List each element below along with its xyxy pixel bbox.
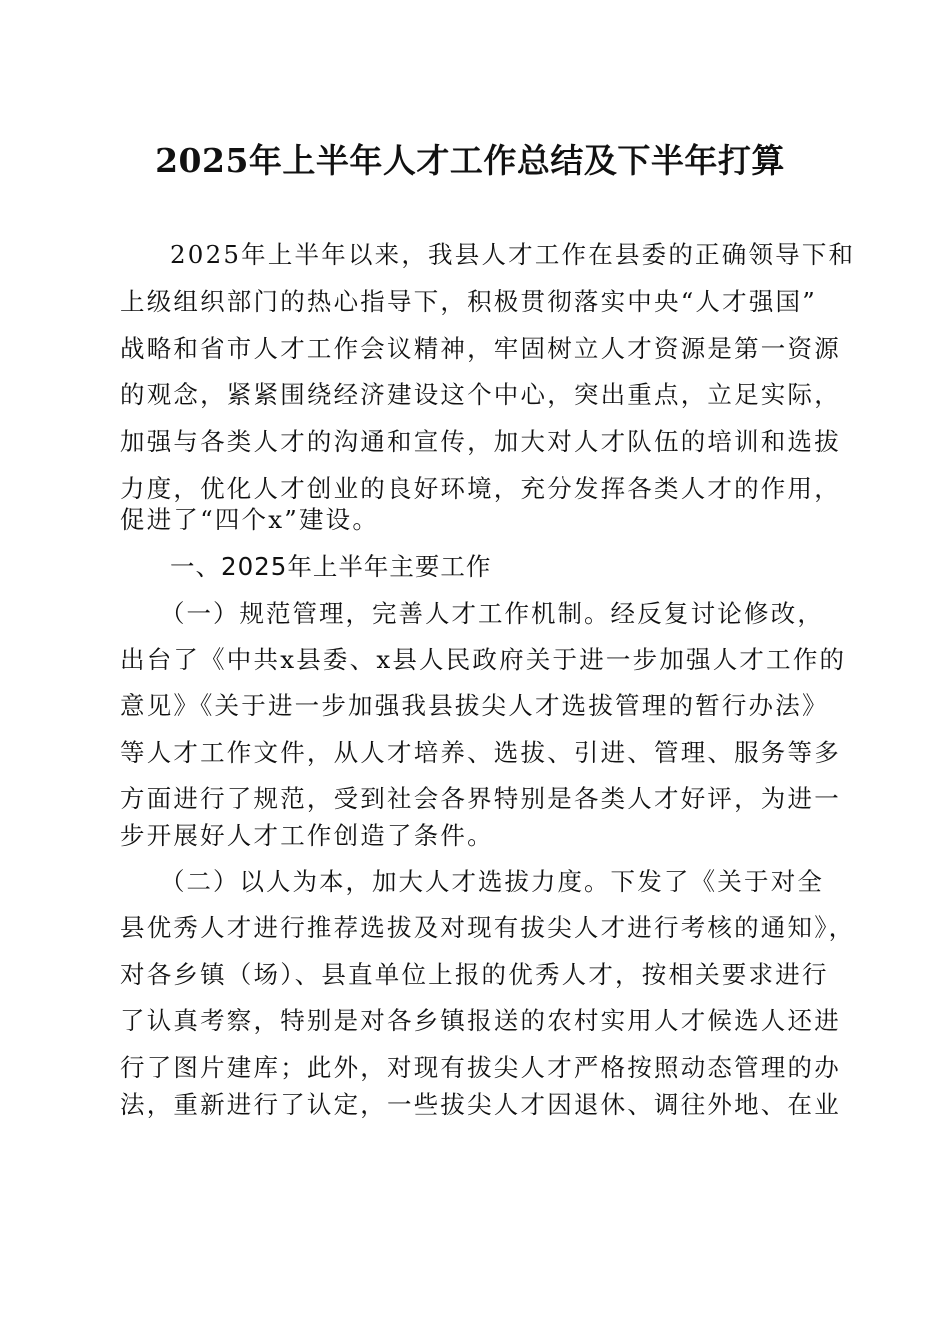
paragraph-text: 经反复讨论修改，	[610, 599, 825, 628]
subsection-line	[160, 862, 830, 902]
paragraph-line: 2025年上半年以来，我县人才工作在县委的正确领导下和	[170, 240, 856, 269]
paragraph-line: 县优秀人才进行推荐选拔及对现有拔尖人才进行考核的通知》，	[120, 913, 856, 942]
subsection-heading: （一）规范管理，完善人才工作机制。	[160, 599, 611, 628]
section-heading: 一、2025年上半年主要工作	[170, 552, 492, 581]
paragraph-line: 力度，优化人才创业的良好环境，充分发挥各类人才的作用，	[120, 474, 841, 503]
paragraph-line: 促进了“四个x”建设。	[120, 505, 380, 534]
paragraph-line: 出台了《中共x县委、x县人民政府关于进一步加强人才工作的	[120, 645, 847, 674]
paragraph-line: 对各乡镇（场）、县直单位上报的优秀人才，按相关要求进行	[120, 960, 829, 989]
paragraph-line: 战略和省市人才工作会议精神，牢固树立人才资源是第一资源	[120, 334, 841, 363]
paragraph-line: 的观念，紧紧围绕经济建设这个中心，突出重点，立足实际，	[120, 380, 841, 409]
paragraph-line: 步开展好人才工作创造了条件。	[120, 821, 494, 850]
paragraph-line: 方面进行了规范，受到社会各界特别是各类人才好评，为进一	[120, 784, 841, 813]
paragraph-line: 上级组织部门的热心指导下，积极贯彻落实中央“人才强国”	[120, 287, 817, 316]
subsection-heading: （二）以人为本，加大人才选拔力度。	[160, 867, 611, 896]
paragraph-text: 下发了《关于对全	[610, 867, 825, 896]
paragraph-line: 了认真考察，特别是对各乡镇报送的农村实用人才候选人还进	[120, 1006, 841, 1035]
paragraph-line: 行了图片建库；此外，对现有拔尖人才严格按照动态管理的办	[120, 1053, 841, 1082]
paragraph-line: 加强与各类人才的沟通和宣传，加大对人才队伍的培训和选拔	[120, 427, 841, 456]
document-title: 2025年上半年人才工作总结及下半年打算	[155, 141, 785, 180]
subsection-line	[160, 594, 830, 634]
paragraph-line: 意见》《关于进一步加强我县拔尖人才选拔管理的暂行办法》	[120, 691, 829, 720]
paragraph-line: 等人才工作文件，从人才培养、选拔、引进、管理、服务等多	[120, 738, 841, 767]
paragraph-line: 法，重新进行了认定，一些拔尖人才因退休、调往外地、在业	[120, 1090, 841, 1119]
